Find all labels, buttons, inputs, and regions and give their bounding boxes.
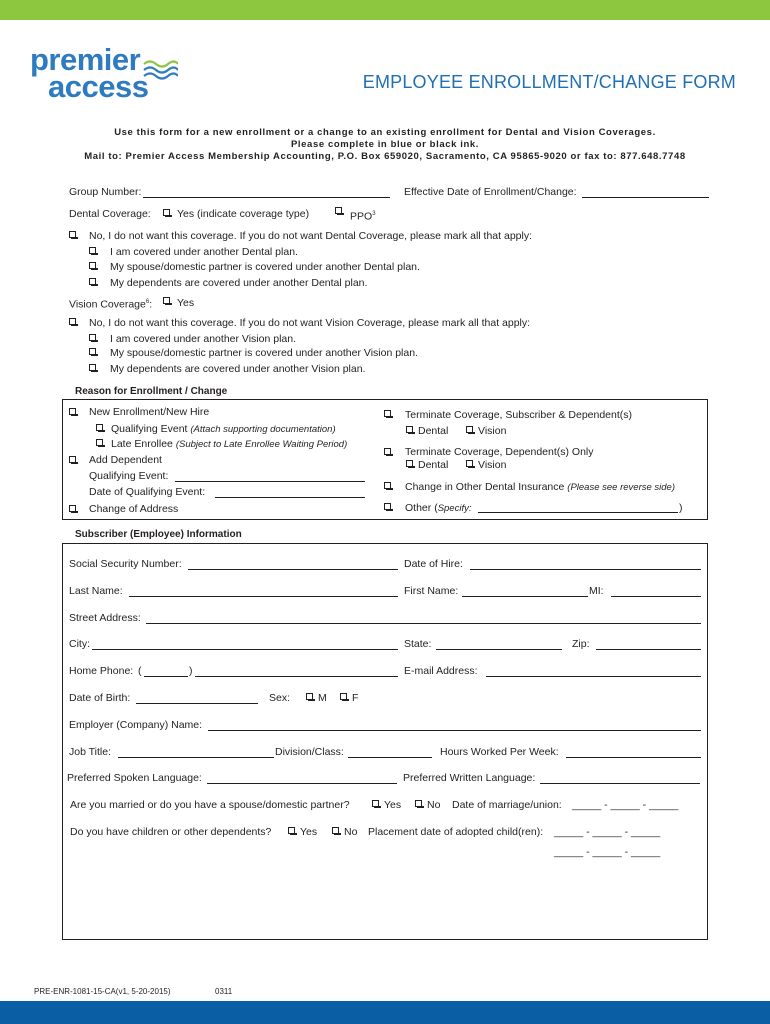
children-no-checkbox[interactable] — [332, 827, 339, 834]
intro-line-1: Use this form for a new enrollment or a change to an existing enrollment for Dental and Vision Coverages. — [114, 127, 656, 138]
terminate-subscriber-dental-label: Dental — [418, 425, 449, 437]
division-field[interactable] — [348, 757, 432, 758]
dental-reason-checkbox-1[interactable] — [89, 247, 96, 254]
subscriber-box — [62, 543, 708, 940]
vision-no-label: No, I do not want this coverage. If you do not want Vision Coverage, please mark all that apply: — [89, 317, 531, 329]
date-qualifying-event-label: Date of Qualifying Event: — [89, 486, 206, 498]
city-field[interactable] — [92, 649, 398, 650]
add-dependent-checkbox[interactable] — [69, 456, 76, 463]
vision-yes-label: Yes — [177, 297, 195, 309]
children-no-label: No — [344, 826, 358, 838]
late-enrollee-checkbox[interactable] — [96, 439, 103, 446]
new-enrollment-checkbox[interactable] — [69, 408, 76, 415]
street-address-label: Street Address: — [69, 612, 141, 624]
written-language-label: Preferred Written Language: — [403, 772, 536, 784]
placement-date-field-2[interactable]: _____ - _____ - _____ — [554, 846, 661, 858]
terminate-dependent-vision-label: Vision — [478, 459, 507, 471]
change-address-checkbox[interactable] — [69, 505, 76, 512]
street-address-field[interactable] — [146, 623, 701, 624]
reason-section-header: Reason for Enrollment / Change — [75, 386, 228, 397]
effective-date-field[interactable] — [582, 197, 709, 198]
terminate-subscriber-vision-checkbox[interactable] — [466, 426, 473, 433]
other-specify-field[interactable] — [478, 512, 678, 513]
dental-yes-checkbox[interactable] — [163, 209, 170, 216]
qualifying-event-label: Qualifying Event (Attach supporting documentation) — [111, 423, 336, 435]
change-other-insurance-label: Change in Other Dental Insurance (Please see reverse side) — [405, 481, 675, 493]
zip-field[interactable] — [596, 649, 701, 650]
dental-no-label: No, I do not want this coverage. If you do not want Dental Coverage, please mark all that apply: — [89, 230, 532, 242]
phone-paren-open: ( — [138, 665, 142, 677]
date-marriage-field[interactable]: _____ - _____ - _____ — [572, 799, 679, 811]
qualifying-event-field-label: Qualifying Event: — [89, 470, 169, 482]
date-of-hire-label: Date of Hire: — [404, 558, 463, 570]
dental-reason-checkbox-3[interactable] — [89, 278, 96, 285]
placement-date-field-1[interactable]: _____ - _____ - _____ — [554, 826, 661, 838]
form-number: 0311 — [215, 987, 233, 996]
last-name-field[interactable] — [129, 596, 398, 597]
add-dependent-label: Add Dependent — [89, 454, 162, 466]
top-color-bar — [0, 0, 770, 20]
dental-coverage-label: Dental Coverage: — [69, 208, 151, 220]
terminate-subscriber-checkbox[interactable] — [384, 410, 391, 417]
dob-field[interactable] — [136, 703, 258, 704]
mi-label: MI: — [589, 585, 604, 597]
hours-label: Hours Worked Per Week: — [440, 746, 559, 758]
vision-reason-checkbox-2[interactable] — [89, 348, 96, 355]
ppo-label: PPO$^3$ — [350, 210, 376, 223]
home-phone-label: Home Phone: — [69, 665, 134, 677]
terminate-dependent-checkbox[interactable] — [384, 448, 391, 455]
terminate-dependent-label: Terminate Coverage, Dependent(s) Only — [405, 446, 594, 458]
last-name-label: Last Name: — [69, 585, 123, 597]
intro-line-3: Mail to: Premier Access Membership Accounting, P.O. Box 659020, Sacramento, CA 95865-9020 or fax to: 877.648.7748 — [84, 151, 686, 162]
date-of-hire-field[interactable] — [470, 569, 701, 570]
employer-label: Employer (Company) Name: — [69, 719, 203, 731]
job-title-label: Job Title: — [69, 746, 112, 758]
children-yes-label: Yes — [300, 826, 318, 838]
married-no-checkbox[interactable] — [415, 800, 422, 807]
state-label: State: — [404, 638, 432, 650]
children-question: Do you have children or other dependents? — [70, 826, 272, 838]
home-phone-field[interactable] — [195, 676, 398, 677]
vision-reason-checkbox-1[interactable] — [89, 334, 96, 341]
married-yes-label: Yes — [384, 799, 402, 811]
new-enrollment-label: New Enrollment/New Hire — [89, 406, 210, 418]
employer-field[interactable] — [208, 730, 701, 731]
other-close-paren: ) — [679, 502, 683, 514]
effective-date-label: Effective Date of Enrollment/Change: — [404, 186, 577, 198]
form-title: EMPLOYEE ENROLLMENT/CHANGE FORM — [362, 72, 736, 92]
sex-m-label: M — [318, 692, 327, 704]
first-name-label: First Name: — [404, 585, 459, 597]
married-yes-checkbox[interactable] — [372, 800, 379, 807]
division-label: Division/Class: — [275, 746, 344, 758]
terminate-subscriber-label: Terminate Coverage, Subscriber & Dependent(s) — [405, 409, 633, 421]
dental-reason-1: I am covered under another Dental plan. — [110, 246, 298, 258]
zip-label: Zip: — [572, 638, 590, 650]
dental-reason-checkbox-2[interactable] — [89, 262, 96, 269]
logo-text-premier: premier — [30, 42, 141, 77]
group-number-label: Group Number: — [69, 186, 142, 198]
sex-f-label: F — [352, 692, 359, 704]
vision-reason-3: My dependents are covered under another Vision plan. — [110, 363, 366, 375]
late-enrollee-label: Late Enrollee (Subject to Late Enrollee Waiting Period) — [111, 438, 348, 450]
married-question: Are you married or do you have a spouse/domestic partner? — [70, 799, 350, 811]
placement-date-label: Placement date of adopted child(ren): — [368, 826, 544, 838]
change-other-insurance-checkbox[interactable] — [384, 482, 391, 489]
date-marriage-label: Date of marriage/union: — [452, 799, 562, 811]
terminate-dependent-vision-checkbox[interactable] — [466, 460, 473, 467]
dental-reason-2: My spouse/domestic partner is covered under another Dental plan. — [110, 261, 420, 273]
sex-f-checkbox[interactable] — [340, 693, 347, 700]
other-label: Other (Specify: — [405, 502, 472, 514]
group-number-field[interactable] — [143, 197, 390, 198]
children-yes-checkbox[interactable] — [288, 827, 295, 834]
change-address-label: Change of Address — [89, 503, 179, 515]
hours-field[interactable] — [566, 757, 701, 758]
form-code: PRE-ENR-1081-15-CA(v1, 5-20-2015) — [34, 987, 171, 996]
terminate-subscriber-vision-label: Vision — [478, 425, 507, 437]
dental-no-checkbox[interactable] — [69, 231, 76, 238]
logo-text-access: access — [48, 69, 149, 104]
vision-reason-checkbox-3[interactable] — [89, 364, 96, 371]
qualifying-event-field[interactable] — [175, 481, 365, 482]
first-name-field[interactable] — [462, 596, 588, 597]
state-field[interactable] — [436, 649, 562, 650]
terminate-dependent-dental-checkbox[interactable] — [406, 460, 413, 467]
vision-reason-2: My spouse/domestic partner is covered under another Vision plan. — [110, 347, 418, 359]
vision-no-checkbox[interactable] — [69, 318, 76, 325]
vision-coverage-label: Vision Coverage$^6$: — [69, 298, 153, 311]
dental-reason-3: My dependents are covered under another Dental plan. — [110, 277, 368, 289]
sex-m-checkbox[interactable] — [306, 693, 313, 700]
area-code-field[interactable] — [144, 676, 188, 677]
premier-access-logo — [30, 44, 180, 104]
married-no-label: No — [427, 799, 441, 811]
vision-yes-checkbox[interactable] — [163, 297, 170, 304]
ssn-label: Social Security Number: — [69, 558, 182, 570]
bottom-color-bar — [0, 1001, 770, 1024]
email-label: E-mail Address: — [404, 665, 478, 677]
intro-line-2: Please complete in blue or black ink. — [291, 139, 479, 150]
ppo-checkbox[interactable] — [335, 207, 342, 214]
spoken-language-field[interactable] — [207, 783, 397, 784]
city-label: City: — [69, 638, 90, 650]
subscriber-section-header: Subscriber (Employee) Information — [75, 529, 242, 540]
job-title-field[interactable] — [118, 757, 274, 758]
dental-yes-label: Yes (indicate coverage type) — [177, 208, 310, 220]
dob-label: Date of Birth: — [69, 692, 131, 704]
vision-reason-1: I am covered under another Vision plan. — [110, 333, 297, 345]
spoken-language-label: Preferred Spoken Language: — [67, 772, 202, 784]
terminate-dependent-dental-label: Dental — [418, 459, 449, 471]
ssn-field[interactable] — [188, 569, 398, 570]
qualifying-event-checkbox[interactable] — [96, 424, 103, 431]
wave-icon — [142, 56, 178, 84]
mi-field[interactable] — [611, 596, 701, 597]
other-checkbox[interactable] — [384, 503, 391, 510]
terminate-subscriber-dental-checkbox[interactable] — [406, 426, 413, 433]
email-field[interactable] — [486, 676, 701, 677]
phone-paren-close: ) — [189, 665, 193, 677]
date-qualifying-event-field[interactable] — [215, 497, 365, 498]
written-language-field[interactable] — [540, 783, 700, 784]
sex-label: Sex: — [269, 692, 291, 704]
